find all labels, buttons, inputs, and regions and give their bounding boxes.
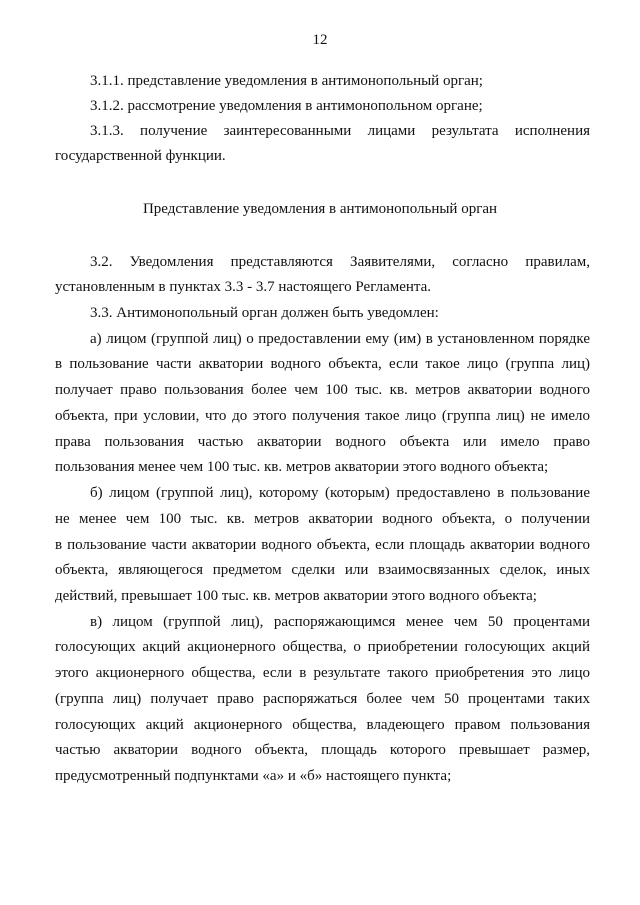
text-line: голосующих акций акционерного общества, владеющего правом пользования	[55, 717, 590, 733]
text-line: права пользования частью акватории водного объекта или имело право	[55, 434, 590, 450]
text-line: получает право пользования более чем 100 тыс. кв. метров акватории водного	[55, 382, 590, 398]
text-line: не менее чем 100 тыс. кв. метров акватории водного объекта, о получении	[55, 511, 590, 527]
page-number: 12	[312, 32, 328, 48]
text-line: действий, превышает 100 тыс. кв. метров акватории этого водного объекта;	[55, 588, 537, 604]
text-line: (группа лиц) получает право распоряжаться более чем 50 процентами таких	[55, 691, 590, 707]
text-line: 3.1.1. представление уведомления в антимонопольный орган;	[90, 73, 483, 89]
text-line: государственной функции.	[55, 148, 226, 164]
text-line: в пользование части акватории водного объекта, если такое лицо (группа лиц)	[55, 356, 590, 372]
text-line: а) лицом (группой лиц) о предоставлении ему (им) в установленном порядке	[90, 331, 590, 347]
text-line: 3.3. Антимонопольный орган должен быть уведомлен:	[90, 305, 439, 321]
text-line: б) лицом (группой лиц), которому (которым) предоставлено в пользование	[90, 485, 590, 501]
text-line: частью акватории водного объекта, площадь которого превышает размер,	[55, 742, 590, 758]
section-heading: Представление уведомления в антимонопольный орган	[142, 201, 498, 217]
text-line: пользования менее чем 100 тыс. кв. метров акватории этого водного объекта;	[55, 459, 549, 475]
text-line: в пользование части акватории водного объекта, если площадь акватории водного	[55, 537, 590, 553]
text-line: 3.1.3. получение заинтересованными лицами результата исполнения	[90, 123, 590, 139]
text-line: объекта, при условии, что до этого получения такое лицо (группа лиц) не имело	[55, 408, 590, 424]
text-line: предусмотренный подпунктами «а» и «б» настоящего пункта;	[55, 768, 452, 784]
text-line: 3.2. Уведомления представляются Заявителями, согласно правилам,	[90, 254, 590, 270]
text-line: установленным в пунктах 3.3 - 3.7 настоящего Регламента.	[55, 279, 432, 295]
text-line: 3.1.2. рассмотрение уведомления в антимонопольном органе;	[90, 98, 483, 114]
text-line: этого акционерного общества, если в результате такого приобретения это лицо	[55, 665, 590, 681]
text-line: в) лицом (группой лиц), распоряжающимся менее чем 50 процентами	[90, 614, 590, 630]
text-line: голосующих акций акционерного общества, о приобретении голосующих акций	[55, 639, 590, 655]
text-line: объекта, являющегося предметом сделки или взаимосвязанных сделок, иных	[55, 562, 590, 578]
